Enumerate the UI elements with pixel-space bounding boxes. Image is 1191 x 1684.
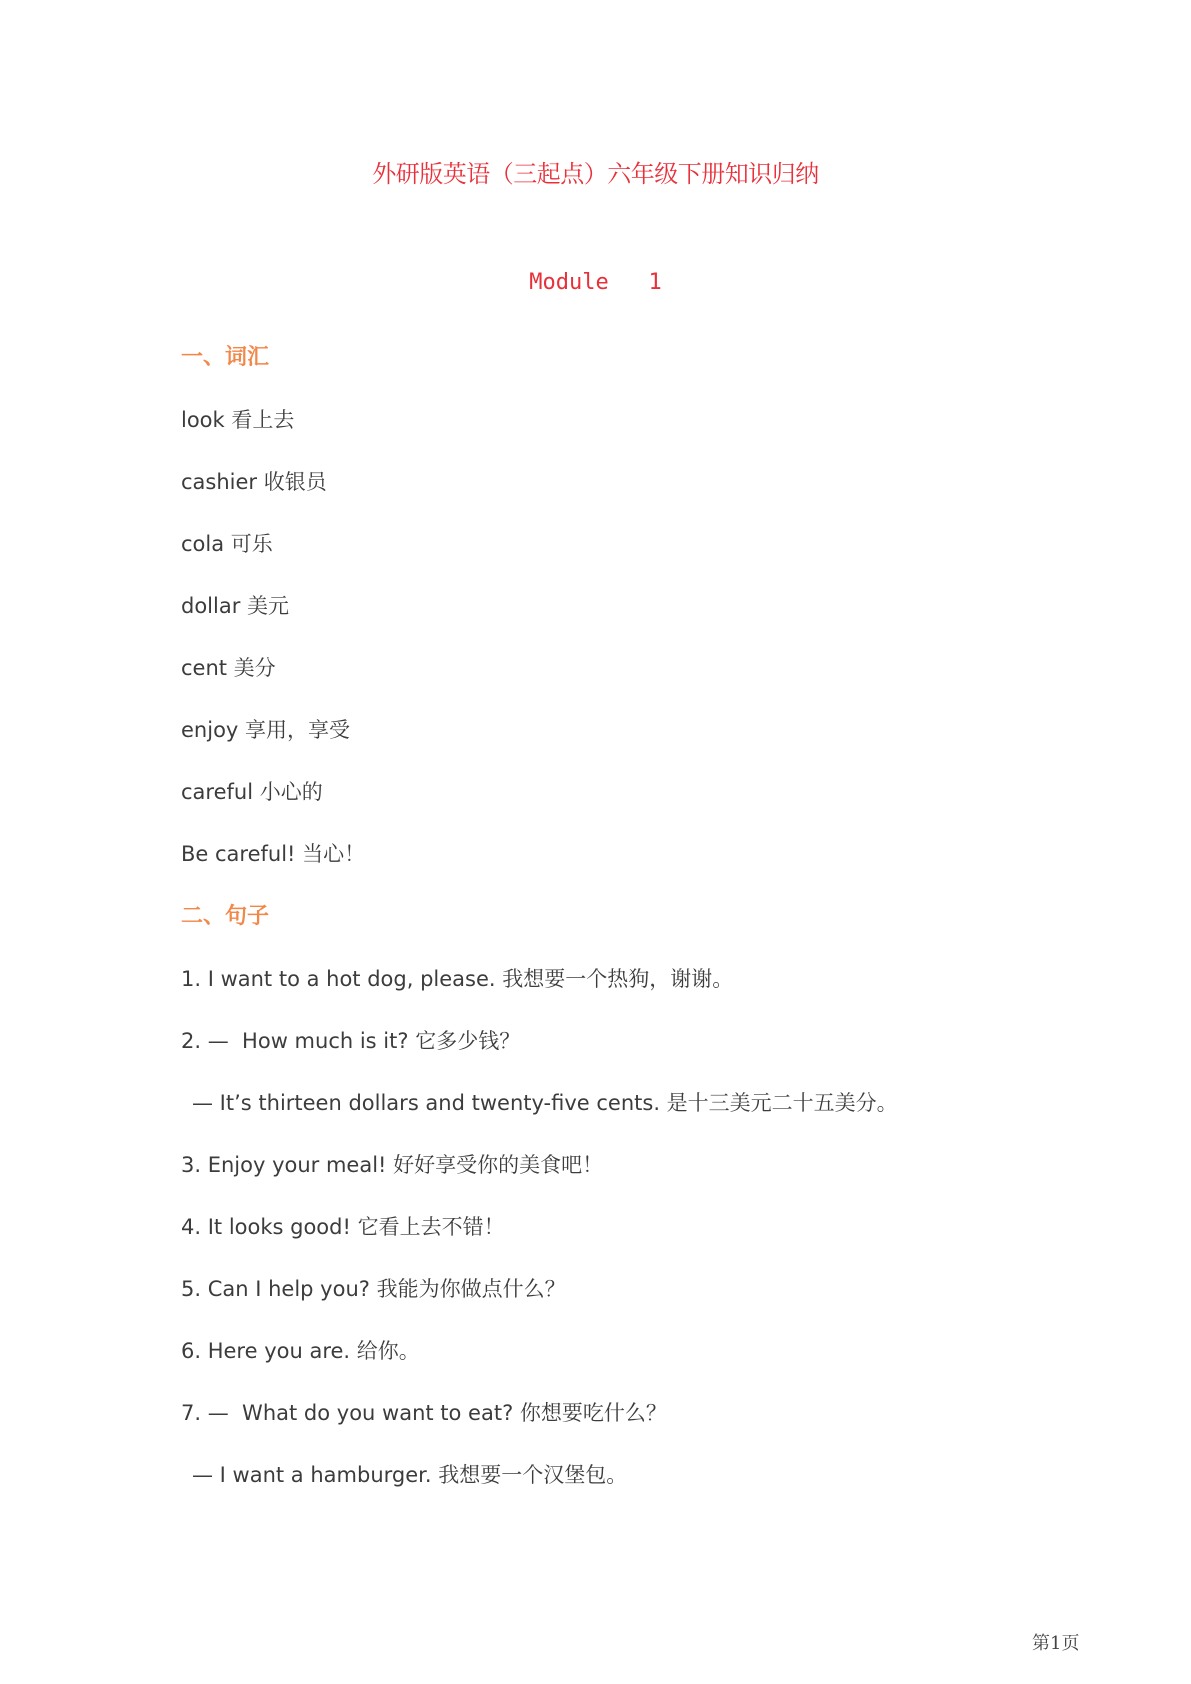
vocab-item: dollar 美元 (181, 594, 290, 618)
sentence-item: 5. Can I help you? 我能为你做点什么？ (181, 1277, 566, 1301)
sentence-item: 2. — How much is it? 它多少钱？ (181, 1029, 521, 1053)
page-number: 第1页 (1032, 1633, 1080, 1654)
vocab-item: careful 小心的 (181, 780, 323, 804)
sentence-item: 1. I want to a hot dog, please. 我想要一个热狗，谢谢。 (181, 967, 734, 991)
vocab-item: Be careful! 当心！ (181, 842, 366, 866)
sentence-item: — I want a hamburger. 我想要一个汉堡包。 (192, 1463, 628, 1487)
sentence-item: 4. It looks good! 它看上去不错！ (181, 1215, 505, 1239)
module-heading: Module 1 (529, 270, 662, 295)
vocab-item: cola 可乐 (181, 532, 273, 556)
sentence-item: — It’s thirteen dollars and twenty-five cents. 是十三美元二十五美分。 (192, 1091, 898, 1115)
sentence-item: 3. Enjoy your meal! 好好享受你的美食吧！ (181, 1153, 604, 1177)
vocab-item: look 看上去 (181, 408, 295, 432)
vocab-item: cent 美分 (181, 656, 276, 680)
section-heading-sentences: 二、句子 (181, 904, 270, 929)
section-heading-vocabulary: 一、词汇 (181, 345, 270, 370)
document-title: 外研版英语（三起点）六年级下册知识归纳 (372, 160, 819, 188)
vocab-item: cashier 收银员 (181, 470, 327, 494)
sentence-item: 6. Here you are. 给你。 (181, 1339, 420, 1363)
sentence-item: 7. — What do you want to eat? 你想要吃什么？ (181, 1401, 667, 1425)
vocab-item: enjoy 享用，享受 (181, 718, 351, 742)
